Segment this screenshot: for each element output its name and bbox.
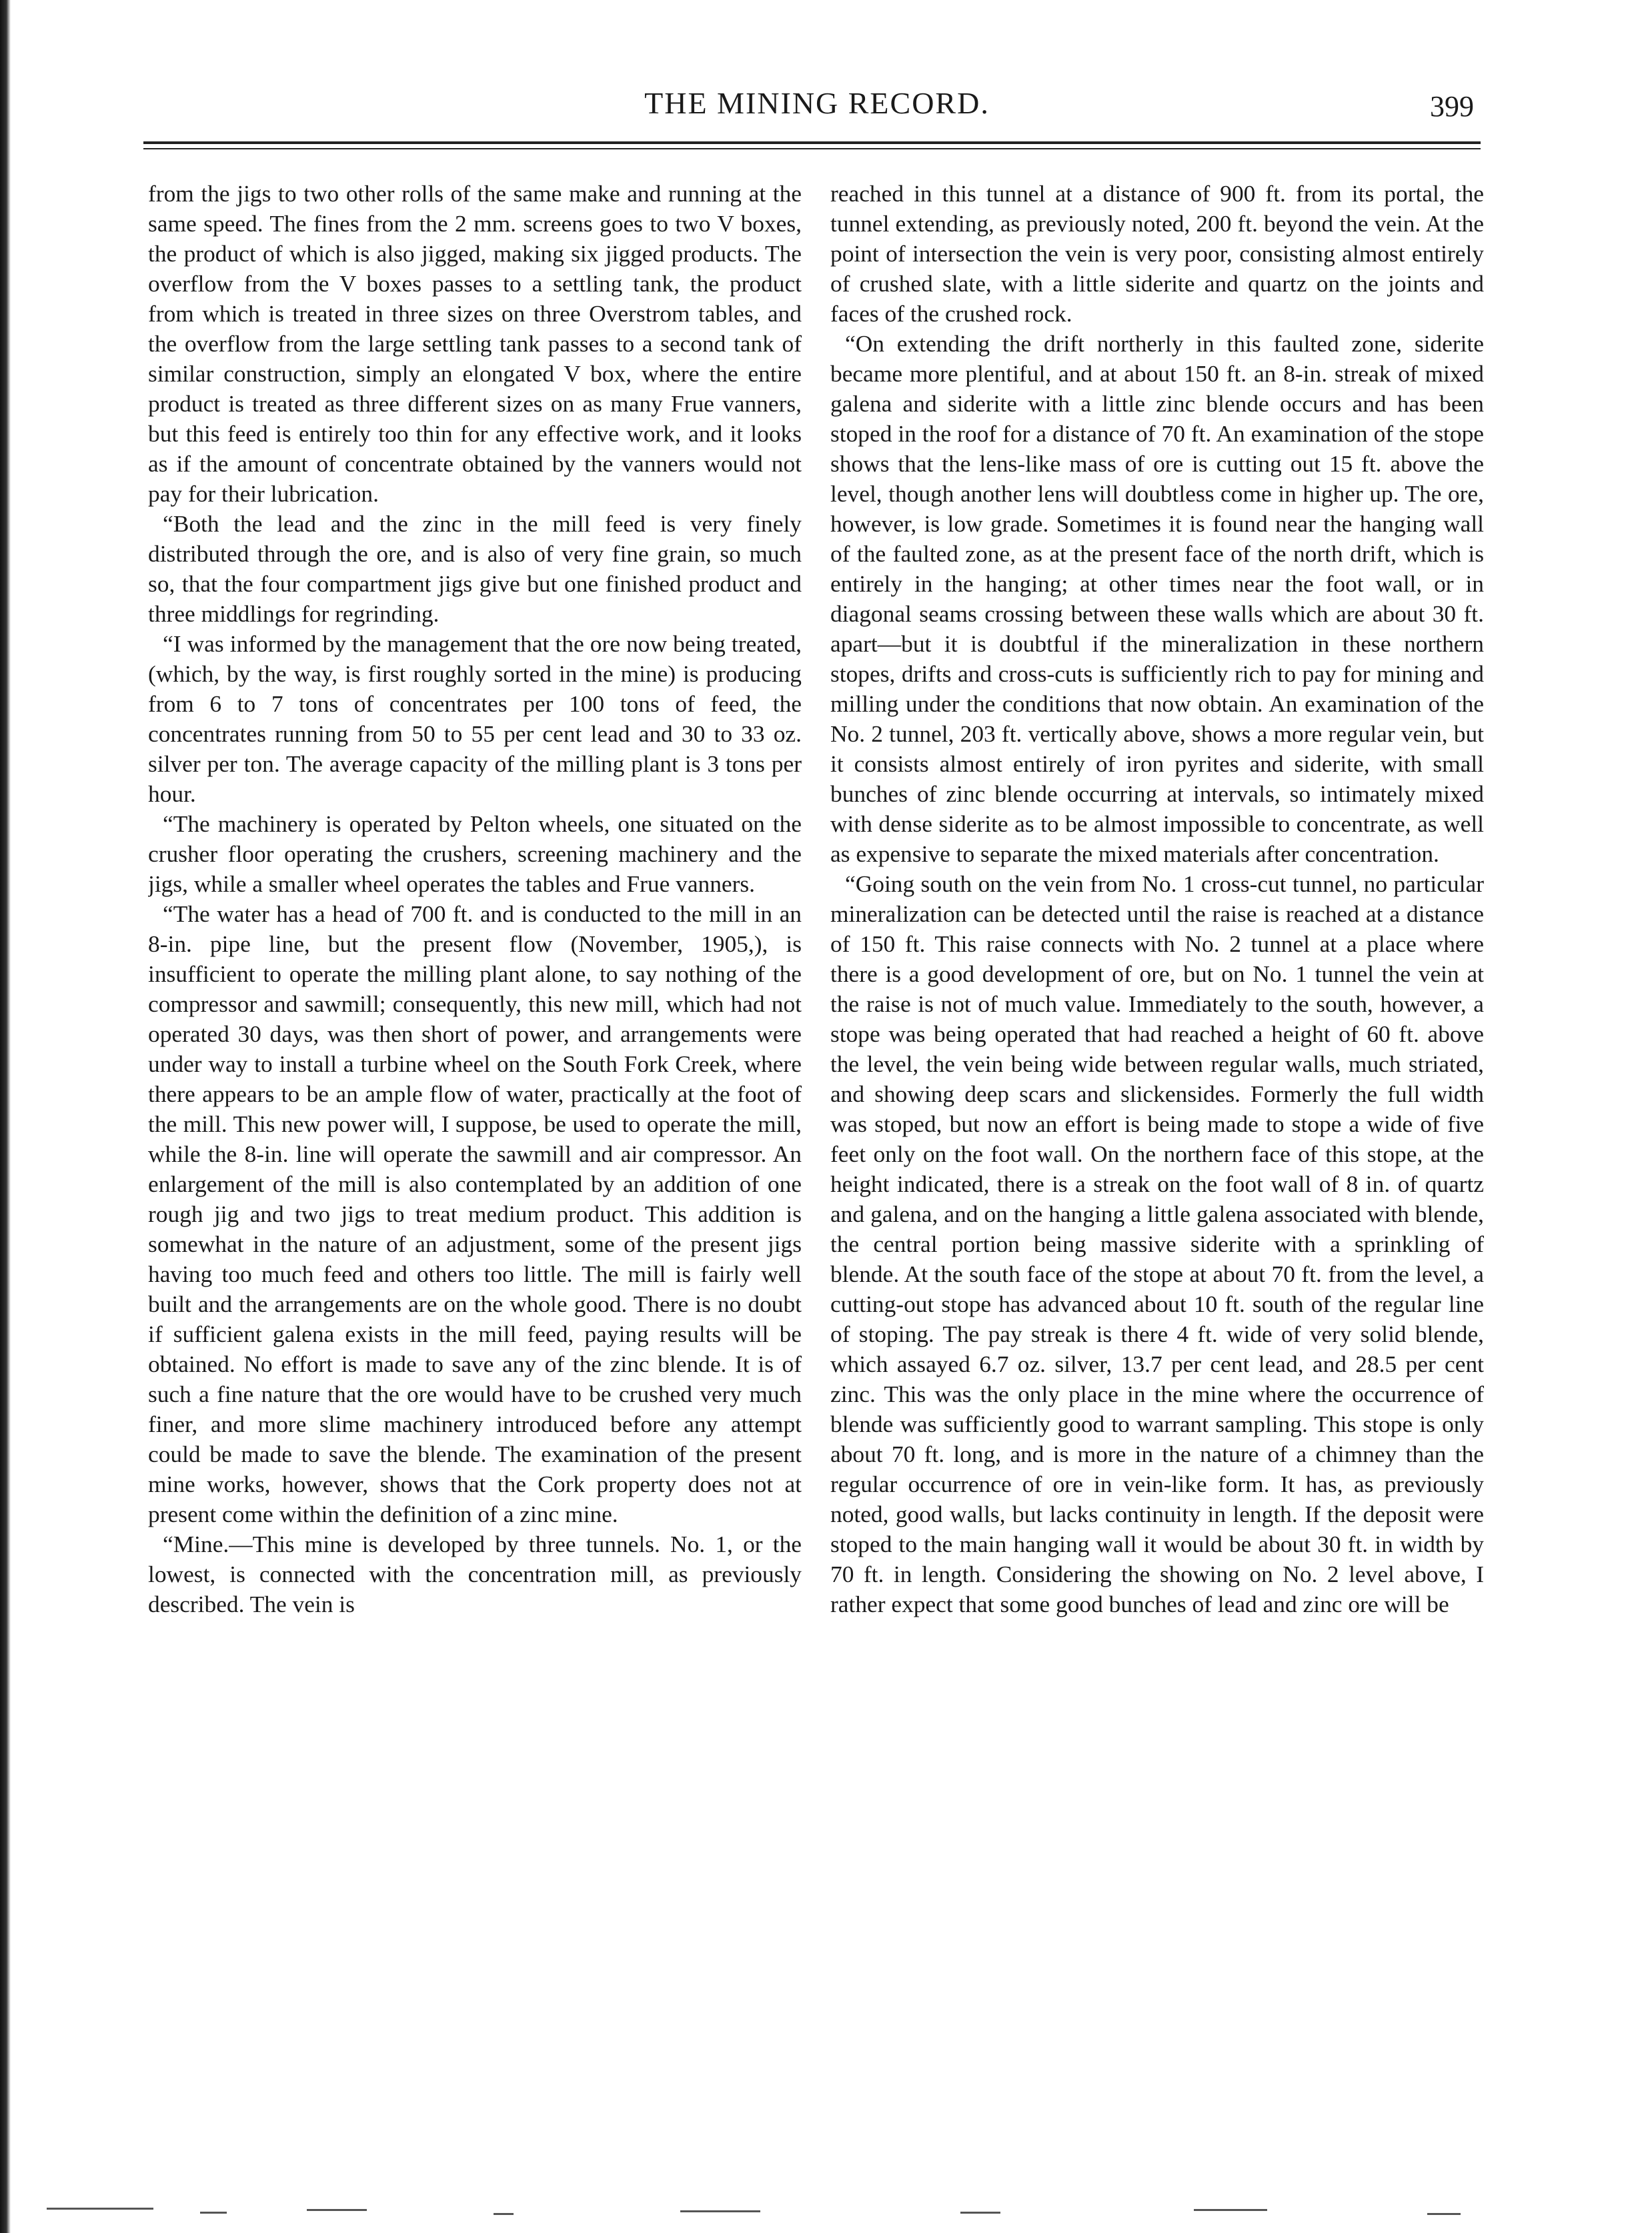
header-rule-thin <box>143 148 1481 149</box>
paragraph: reached in this tunnel at a distance of 900 ft. from its portal, the tunnel extending, as previously noted, 200 ft. beyond the vein. At the point of intersection the vein is very poor, consisting almost entirely of crushed slate, with a little siderite and quartz on the joints and faces of the crushed rock. <box>830 180 1484 327</box>
paragraph: “The machinery is operated by Pelton wheels, one situated on the crusher floor operating the crushers, screening machinery and the jigs, while a smaller wheel operates the tables and Frue vanners. <box>148 810 802 897</box>
paragraph: “Both the lead and the zinc in the mill feed is very finely distributed through the ore, and is also of very fine grain, so much so, that the four compartment jigs give but one finished product and three middlings for regrinding. <box>148 510 802 627</box>
binding-edge <box>0 0 11 2233</box>
header-rule-thick <box>143 141 1481 144</box>
journal-title: THE MINING RECORD. <box>644 86 990 120</box>
paragraph: “Going south on the vein from No. 1 cross-cut tunnel, no particular mineralization can be detected until the raise is reached at a distance of 150 ft. This raise connects with No. 2 tunnel at a place where there is a good development of ore, but on No. 1 tunnel the vein at the raise is not of much value. Immediately to the south, however, a stope was being operated that had reached a height of 60 ft. above the level, the vein being wide between regular walls, much striated, and showing deep scars and slickensides. Formerly the full width was stoped, but now an effort is being made to stope a wide of five feet only on the foot wall. On the northern face of this stope, at the height indicated, there is a streak on the foot wall of 8 in. of quartz and galena, and on the hanging a little galena associated with blende, the central portion being massive siderite with a sprinkling of blende. At the south face of the stope at about 70 ft. from the level, a cutting-out stope has advanced about 10 ft. south of the regular line of stoping. The pay streak is there 4 ft. wide of very solid blende, which assayed 6.7 oz. silver, 13.7 per cent lead, and 28.5 per cent zinc. This was the only place in the mine where the occurrence of blende was sufficiently good to warrant sampling. This stope is only about 70 ft. long, and is more in the nature of a chimney than the regular occurrence of ore in vein-like form. It has, as previously noted, good walls, but lacks continuity in length. If the deposit were stoped to the main hanging wall it would be about 30 ft. in width by 70 ft. in length. Considering the showing on No. 2 level above, I rather expect that some good bunches of lead and zinc ore will be <box>830 870 1484 1617</box>
running-head <box>140 85 1494 132</box>
left-column <box>148 179 802 2080</box>
paragraph: “On extending the drift northerly in this faulted zone, siderite became more plentiful, and at about 150 ft. an 8-in. streak of mixed galena and siderite with a little zinc blende occurs and has been stoped in the roof for a distance of 70 ft. An examination of the stope shows that the lens-like mass of ore is cutting out 15 ft. above the level, though another lens will doubtless come in higher up. The ore, however, is low grade. Sometimes it is found near the hanging wall of the faulted zone, as at the present face of the north drift, which is entirely in the hanging; at other times near the foot wall, or in diagonal seams crossing between these walls which are about 30 ft. apart—but it is doubtful if the mineralization in these northern stopes, drifts and cross-cuts is sufficiently rich to pay for mining and milling under the conditions that now obtain. An examination of the No. 2 tunnel, 203 ft. vertically above, shows a more regular vein, but it consists almost entirely of iron pyrites and siderite, with small bunches of zinc blende occurring at intervals, so intimately mixed with dense siderite as to be almost impossible to concentrate, as well as expensive to separate the mixed materials after concentration. <box>830 330 1484 867</box>
scan-edge-noise <box>27 2201 1627 2221</box>
paragraph: “Mine.—This mine is developed by three tunnels. No. 1, or the lowest, is connected with the concentration mill, as previously described. The vein is <box>148 1531 802 1617</box>
page-number: 399 <box>1430 90 1474 123</box>
paragraph: from the jigs to two other rolls of the same make and running at the same speed. The fines from the 2 mm. screens goes to two V boxes, the product of which is also jigged, making six jigged products. The overflow from the V boxes passes to a settling tank, the product from which is treated in three sizes on three Overstrom tables, and the overflow from the large settling tank passes to a second tank of similar construction, simply an elongated V box, where the entire product is treated as three different sizes on as many Frue vanners, but this feed is entirely too thin for any effective work, and it looks as if the amount of concentrate obtained by the vanners would not pay for their lubrication. <box>148 180 802 507</box>
paragraph: “The water has a head of 700 ft. and is conducted to the mill in an 8-in. pipe line, but the present flow (November, 1905,), is insufficient to operate the milling plant alone, to say nothing of the compressor and sawmill; consequently, this new mill, which had not operated 30 days, was then short of power, and arrangements were under way to install a turbine wheel on the South Fork Creek, where there appears to be an ample flow of water, practically at the foot of the mill. This new power will, I suppose, be used to operate the mill, while the 8-in. line will operate the sawmill and air compressor. An enlargement of the mill is also contemplated by an addition of one rough jig and two jigs to treat medium product. This addition is somewhat in the nature of an adjustment, some of the present jigs having too much feed and others too little. The mill is fairly well built and the arrangements are on the whole good. There is no doubt if sufficient galena exists in the mill feed, paying results will be obtained. No effort is made to save any of the zinc blende. It is of such a fine nature that the ore would have to be crushed very much finer, and more slime machinery introduced before any attempt could be made to save the blende. The examination of the present mine works, however, shows that the Cork property does not at present come within the definition of a zinc mine. <box>148 900 802 1527</box>
paragraph: “I was informed by the management that the ore now being treated, (which, by the way, is first roughly sorted in the mine) is producing from 6 to 7 tons of concentrates per 100 tons of feed, the concentrates running from 50 to 55 per cent lead and 30 to 33 oz. silver per ton. The average capacity of the milling plant is 3 tons per hour. <box>148 630 802 807</box>
right-column <box>830 179 1484 2080</box>
